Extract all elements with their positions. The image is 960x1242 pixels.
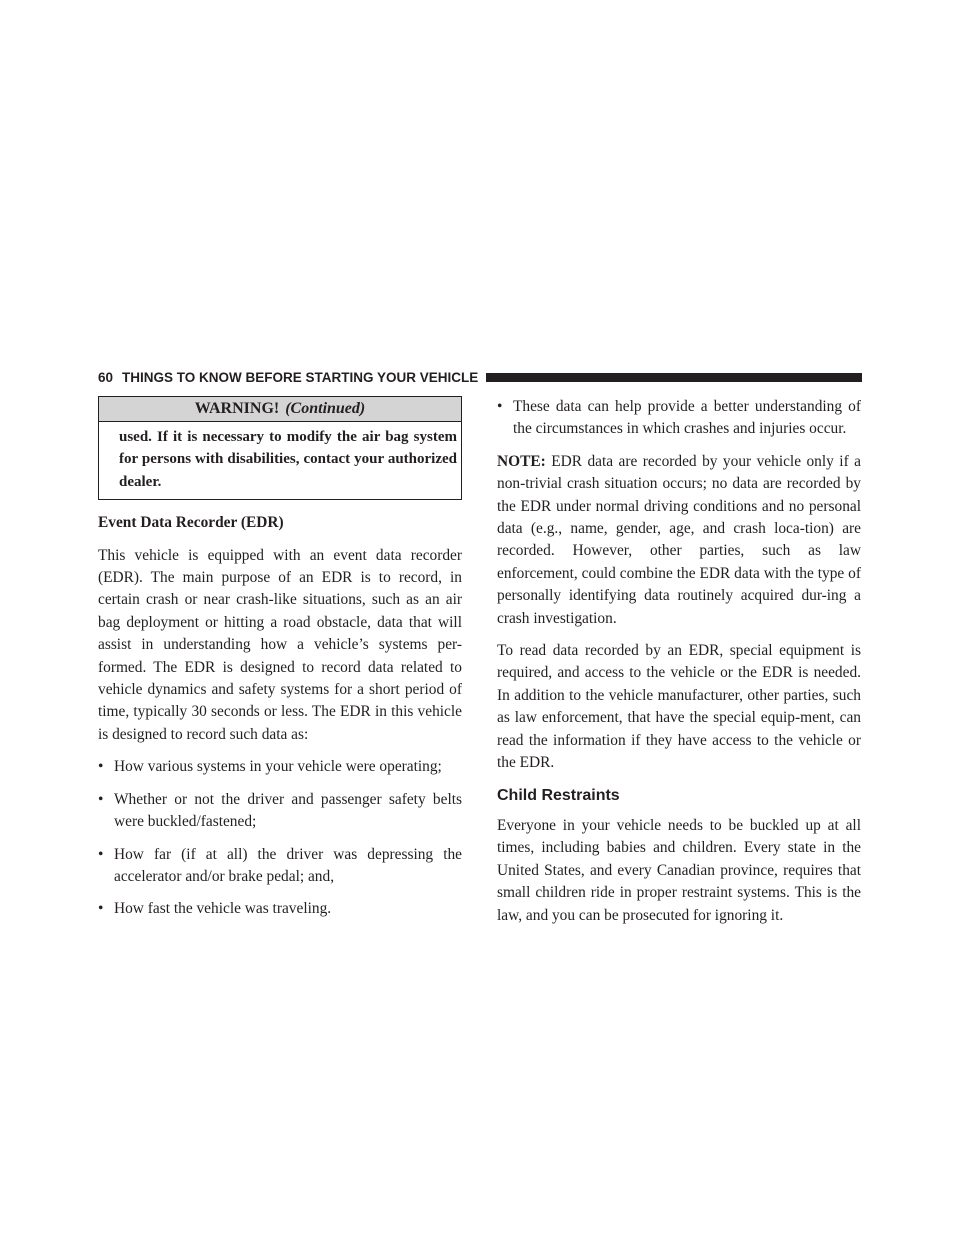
warning-text: used. If it is necessary to modify the air bag system for persons with disabilities, contact your authorized dealer. <box>119 429 457 490</box>
right-column <box>497 396 861 937</box>
page-number: 60 <box>98 369 114 385</box>
left-column <box>98 396 462 931</box>
list-item-text: How various systems in your vehicle were operating; <box>114 758 442 776</box>
warning-label: WARNING! <box>194 400 280 417</box>
edr-bullet-list-continued <box>497 396 861 441</box>
note-text: EDR data are recorded by your vehicle only if a non-trivial crash situation occurs; no data are recorded by the EDR under normal driving conditions and no personal data (e.g., name, gender, age, and crash loca-tion) are recorded. However, other parties, such as law enforcement, could combine the EDR data with the type of personally identifying data routinely acquired dur-ing a crash investigation. <box>497 452 861 627</box>
page-header <box>98 366 862 388</box>
list-item-text: How fast the vehicle was traveling. <box>114 900 332 918</box>
edr-intro: This vehicle is equipped with an event data recorder (EDR). The main purpose of an EDR is to record, in certain crash or near crash-like situations, such as an air bag deployment or hitting a road obstacle, data that will assist in understanding how a vehicle’s systems per-formed. The EDR is designed to record data related to vehicle dynamics and safety systems for a short period of time, typically 30 seconds or less. The EDR in this vehicle is designed to record such data as: <box>98 546 462 743</box>
list-item <box>98 898 462 920</box>
note-label: NOTE: <box>497 452 546 470</box>
list-item-text: These data can help provide a better understanding of the circumstances in which crashes and injuries occur. <box>513 398 861 438</box>
list-item <box>98 756 462 778</box>
warning-heading <box>99 397 461 422</box>
list-item <box>497 396 861 441</box>
chapter-title: THINGS TO KNOW BEFORE STARTING YOUR VEHICLE <box>122 369 479 385</box>
edr-read-paragraph: To read data recorded by an EDR, special equipment is required, and access to the vehicle or the EDR is needed. In addition to the vehicle manufacturer, other parties, such as law enforcement, that have the special equip-ment, can read the information if they have access to the vehicle or the EDR. <box>497 642 861 772</box>
edr-heading: Event Data Recorder (EDR) <box>98 514 284 532</box>
warning-continued: (Continued) <box>285 400 366 417</box>
list-item <box>98 789 462 834</box>
child-restraints-heading: Child Restraints <box>497 786 620 804</box>
bullet-glyph: • <box>98 758 104 776</box>
bullet-glyph: • <box>98 900 104 918</box>
edr-note <box>497 451 861 630</box>
bullet-glyph: • <box>98 845 104 863</box>
list-item-text: Whether or not the driver and passenger safety belts were buckled/fastened; <box>114 790 462 831</box>
bullet-glyph: • <box>497 398 503 415</box>
list-item <box>98 844 462 889</box>
child-restraints-body: Everyone in your vehicle needs to be buckled up at all times, including babies and children. Every state in the United States, and every Canadian province, requires that small children ride in proper restraint systems. This is the law, and you can be prosecuted for ignoring it. <box>497 816 861 924</box>
warning-box <box>98 396 462 500</box>
edr-bullet-list <box>98 756 462 920</box>
list-item-text: How far (if at all) the driver was depressing the accelerator and/or brake pedal; and, <box>114 845 462 885</box>
bullet-glyph: • <box>98 790 104 808</box>
header-rule <box>486 373 862 382</box>
